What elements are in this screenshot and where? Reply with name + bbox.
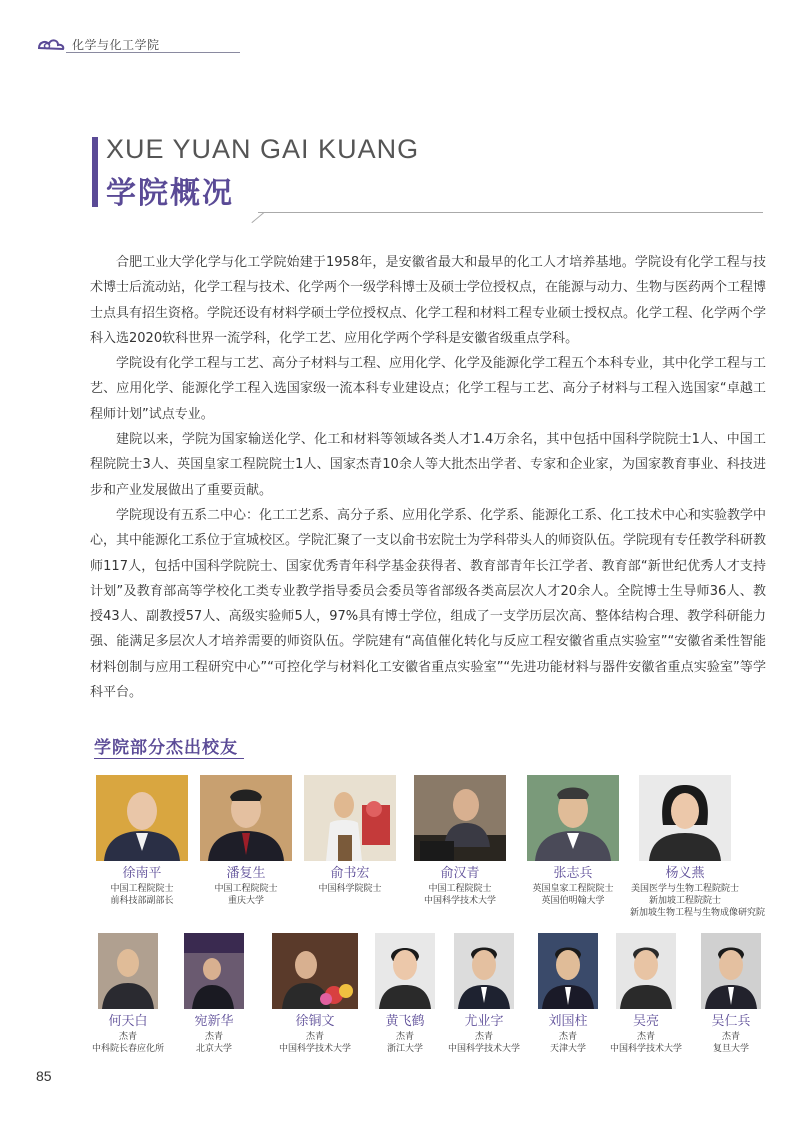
alumni-name: 徐铜文 bbox=[295, 1014, 335, 1029]
alumni-heading-underline bbox=[94, 758, 244, 759]
paragraph: 建院以来，学院为国家输送化学、化工和材料等领域各类人才1.4万余名，其中包括中国科学院院士1人、中国工程院院士3人、英国皇家工程院院士1人、国家杰青10余人等大批杰出学者、专家和企业家，为国家教育事业、科技进步和产业发展做出了重要贡献。 bbox=[90, 432, 766, 498]
paragraph: 学院设有化学工程与工艺、高分子材料与工程、应用化学、化学及能源化学工程五个本科专业，其中化学工程与工艺、应用化学、能源化学工程入选国家级一流本科专业建设点；化学工程与工艺、高分子材料与工程入选国家“卓越工程师计划”试点专业。 bbox=[90, 356, 767, 422]
alumni-card bbox=[304, 775, 396, 895]
alumni-affiliation: 中国科学技术大学 bbox=[278, 1044, 351, 1054]
alumni-title: 杰青 bbox=[395, 1032, 414, 1042]
portrait-photo bbox=[454, 933, 514, 1009]
alumni-title: 杰青 bbox=[636, 1032, 655, 1042]
alumni-card bbox=[630, 775, 766, 919]
portrait-photo bbox=[527, 775, 619, 861]
alumni-affiliation: 北京大学 bbox=[195, 1044, 232, 1054]
alumni-title: 美国医学与生物工程院院士 bbox=[630, 884, 739, 894]
alumni-affiliation: 天津大学 bbox=[549, 1044, 586, 1054]
alumni-affiliation: 英国伯明翰大学 bbox=[541, 896, 605, 906]
alumni-name: 潘复生 bbox=[226, 866, 266, 881]
alumni-affiliation: 中国科学技术大学 bbox=[609, 1044, 682, 1054]
title-english: XUE YUAN GAI KUANG bbox=[106, 134, 420, 164]
alumni-card bbox=[200, 775, 292, 907]
alumni-heading: 学院部分杰出校友 bbox=[94, 738, 238, 758]
alumni-name: 何天白 bbox=[108, 1014, 148, 1029]
alumni-card bbox=[534, 933, 602, 1055]
title-rule bbox=[258, 212, 763, 213]
portrait-photo bbox=[96, 775, 188, 861]
page-number: 85 bbox=[36, 1068, 52, 1084]
alumni-name: 徐南平 bbox=[122, 866, 162, 881]
alumni-name: 俞汉青 bbox=[440, 866, 480, 881]
paragraph: 合肥工业大学化学与化工学院始建于1958年，是安徽省最大和最早的化工人才培养基地。学院设有化学工程与技术博士后流动站，化学工程与技术、化学两个一级学科博士及硕士学位授权点，在能源与动力、生物与医药两个工程博士点具有招生资格。学院还设有材料学硕士学位授权点、化学工程和材料工程专业硕士授权点。化学工程、化学两个学科入选2020软科世界一流学科，化学工艺、应用化学两个学科是安徽省级重点学科。 bbox=[90, 255, 767, 346]
portrait-photo bbox=[414, 775, 506, 861]
alumni-name: 刘国柱 bbox=[548, 1014, 588, 1029]
title-accent-bar bbox=[92, 137, 98, 207]
alumni-affiliation: 中国科学技术大学 bbox=[423, 896, 496, 906]
title-rule-tick bbox=[251, 212, 264, 223]
alumni-name: 俞书宏 bbox=[330, 866, 370, 881]
alumni-affiliation: 复旦大学 bbox=[712, 1044, 749, 1054]
alumni-affiliation: 新加坡生物工程与生物成像研究院 bbox=[630, 908, 766, 918]
alumni-card bbox=[86, 933, 170, 1055]
alumni-affiliation: 中国科学技术大学 bbox=[447, 1044, 520, 1054]
alumni-title: 杰青 bbox=[118, 1032, 137, 1042]
alumni-title: 杰青 bbox=[305, 1032, 324, 1042]
header-title: 化学与化工学院 bbox=[72, 37, 160, 52]
alumni-card bbox=[268, 933, 362, 1055]
alumni-name: 黄飞鹤 bbox=[385, 1014, 425, 1029]
alumni-title: 英国皇家工程院院士 bbox=[532, 884, 614, 894]
alumni-name: 吴仁兵 bbox=[711, 1014, 751, 1029]
alumni-title: 中国工程院院士 bbox=[214, 884, 278, 894]
alumni-title: 杰青 bbox=[204, 1032, 223, 1042]
alumni-title: 中国工程院院士 bbox=[110, 884, 174, 894]
alumni-title: 中国科学院院士 bbox=[318, 884, 382, 894]
paragraph: 学院现设有五系二中心：化工工艺系、高分子系、应用化学系、化学系、能源化工系、化工技术中心和实验教学中心，其中能源化工系位于宣城校区。学院汇聚了一支以俞书宏院士为学科带头人的师资队伍。学院现有专任教学科研教师117人，包括中国科学院院士、国家优秀青年科学基金获得者、教育部青年长江学者、教育部“新世纪优秀人才支持计划”及教育部高等学校化工类专业教学指导委员会委员等省部级各类高层次人才20余人。全院博士生导师36人、教授43人、副教授57人、高级实验师5人，97%具有博士学位，组成了一支学历层次高、整体结构合理、教学科研能力强、能满足多层次人才培养需要的师资队伍。学院建有“高值催化转化与反应工程安徽省重点实验室”“安徽省柔性智能材料创制与应用工程研究中心”“可控化学与材料化工安徽省重点实验室”“先进功能材料与器件安徽省重点实验室”等学科平台。 bbox=[90, 507, 767, 701]
alumni-card bbox=[96, 775, 188, 907]
alumni-name: 杨义燕 bbox=[665, 866, 705, 881]
portrait-photo bbox=[639, 775, 731, 861]
cloud-logo-icon bbox=[36, 34, 66, 54]
alumni-affiliation: 前科技部副部长 bbox=[110, 896, 174, 906]
alumni-card bbox=[440, 933, 528, 1055]
header-divider bbox=[66, 52, 240, 53]
alumni-name: 宛新华 bbox=[194, 1014, 234, 1029]
intro-text bbox=[90, 250, 766, 705]
alumni-title: 中国工程院院士 bbox=[428, 884, 492, 894]
portrait-photo bbox=[375, 933, 435, 1009]
alumni-card bbox=[527, 775, 619, 907]
portrait-photo bbox=[304, 775, 396, 861]
portrait-photo bbox=[616, 933, 676, 1009]
alumni-name: 尤业字 bbox=[464, 1014, 504, 1029]
alumni-card bbox=[174, 933, 254, 1055]
alumni-card bbox=[602, 933, 690, 1055]
alumni-title: 杰青 bbox=[474, 1032, 493, 1042]
alumni-title: 新加坡工程院院士 bbox=[648, 896, 721, 906]
alumni-name: 吴亮 bbox=[632, 1014, 659, 1029]
alumni-card bbox=[370, 933, 440, 1055]
portrait-photo bbox=[701, 933, 761, 1009]
alumni-affiliation: 重庆大学 bbox=[227, 896, 264, 906]
alumni-name: 张志兵 bbox=[553, 866, 593, 881]
portrait-photo bbox=[200, 775, 292, 861]
alumni-card bbox=[698, 933, 764, 1055]
alumni-affiliation: 中科院长春应化所 bbox=[91, 1044, 164, 1054]
alumni-title: 杰青 bbox=[558, 1032, 577, 1042]
alumni-affiliation: 浙江大学 bbox=[386, 1044, 423, 1054]
alumni-title: 杰青 bbox=[721, 1032, 740, 1042]
alumni-card bbox=[414, 775, 506, 907]
portrait-photo bbox=[184, 933, 244, 1009]
page-title: 学院概况 bbox=[106, 176, 234, 211]
portrait-photo bbox=[538, 933, 598, 1009]
portrait-photo bbox=[272, 933, 358, 1009]
portrait-photo bbox=[98, 933, 158, 1009]
